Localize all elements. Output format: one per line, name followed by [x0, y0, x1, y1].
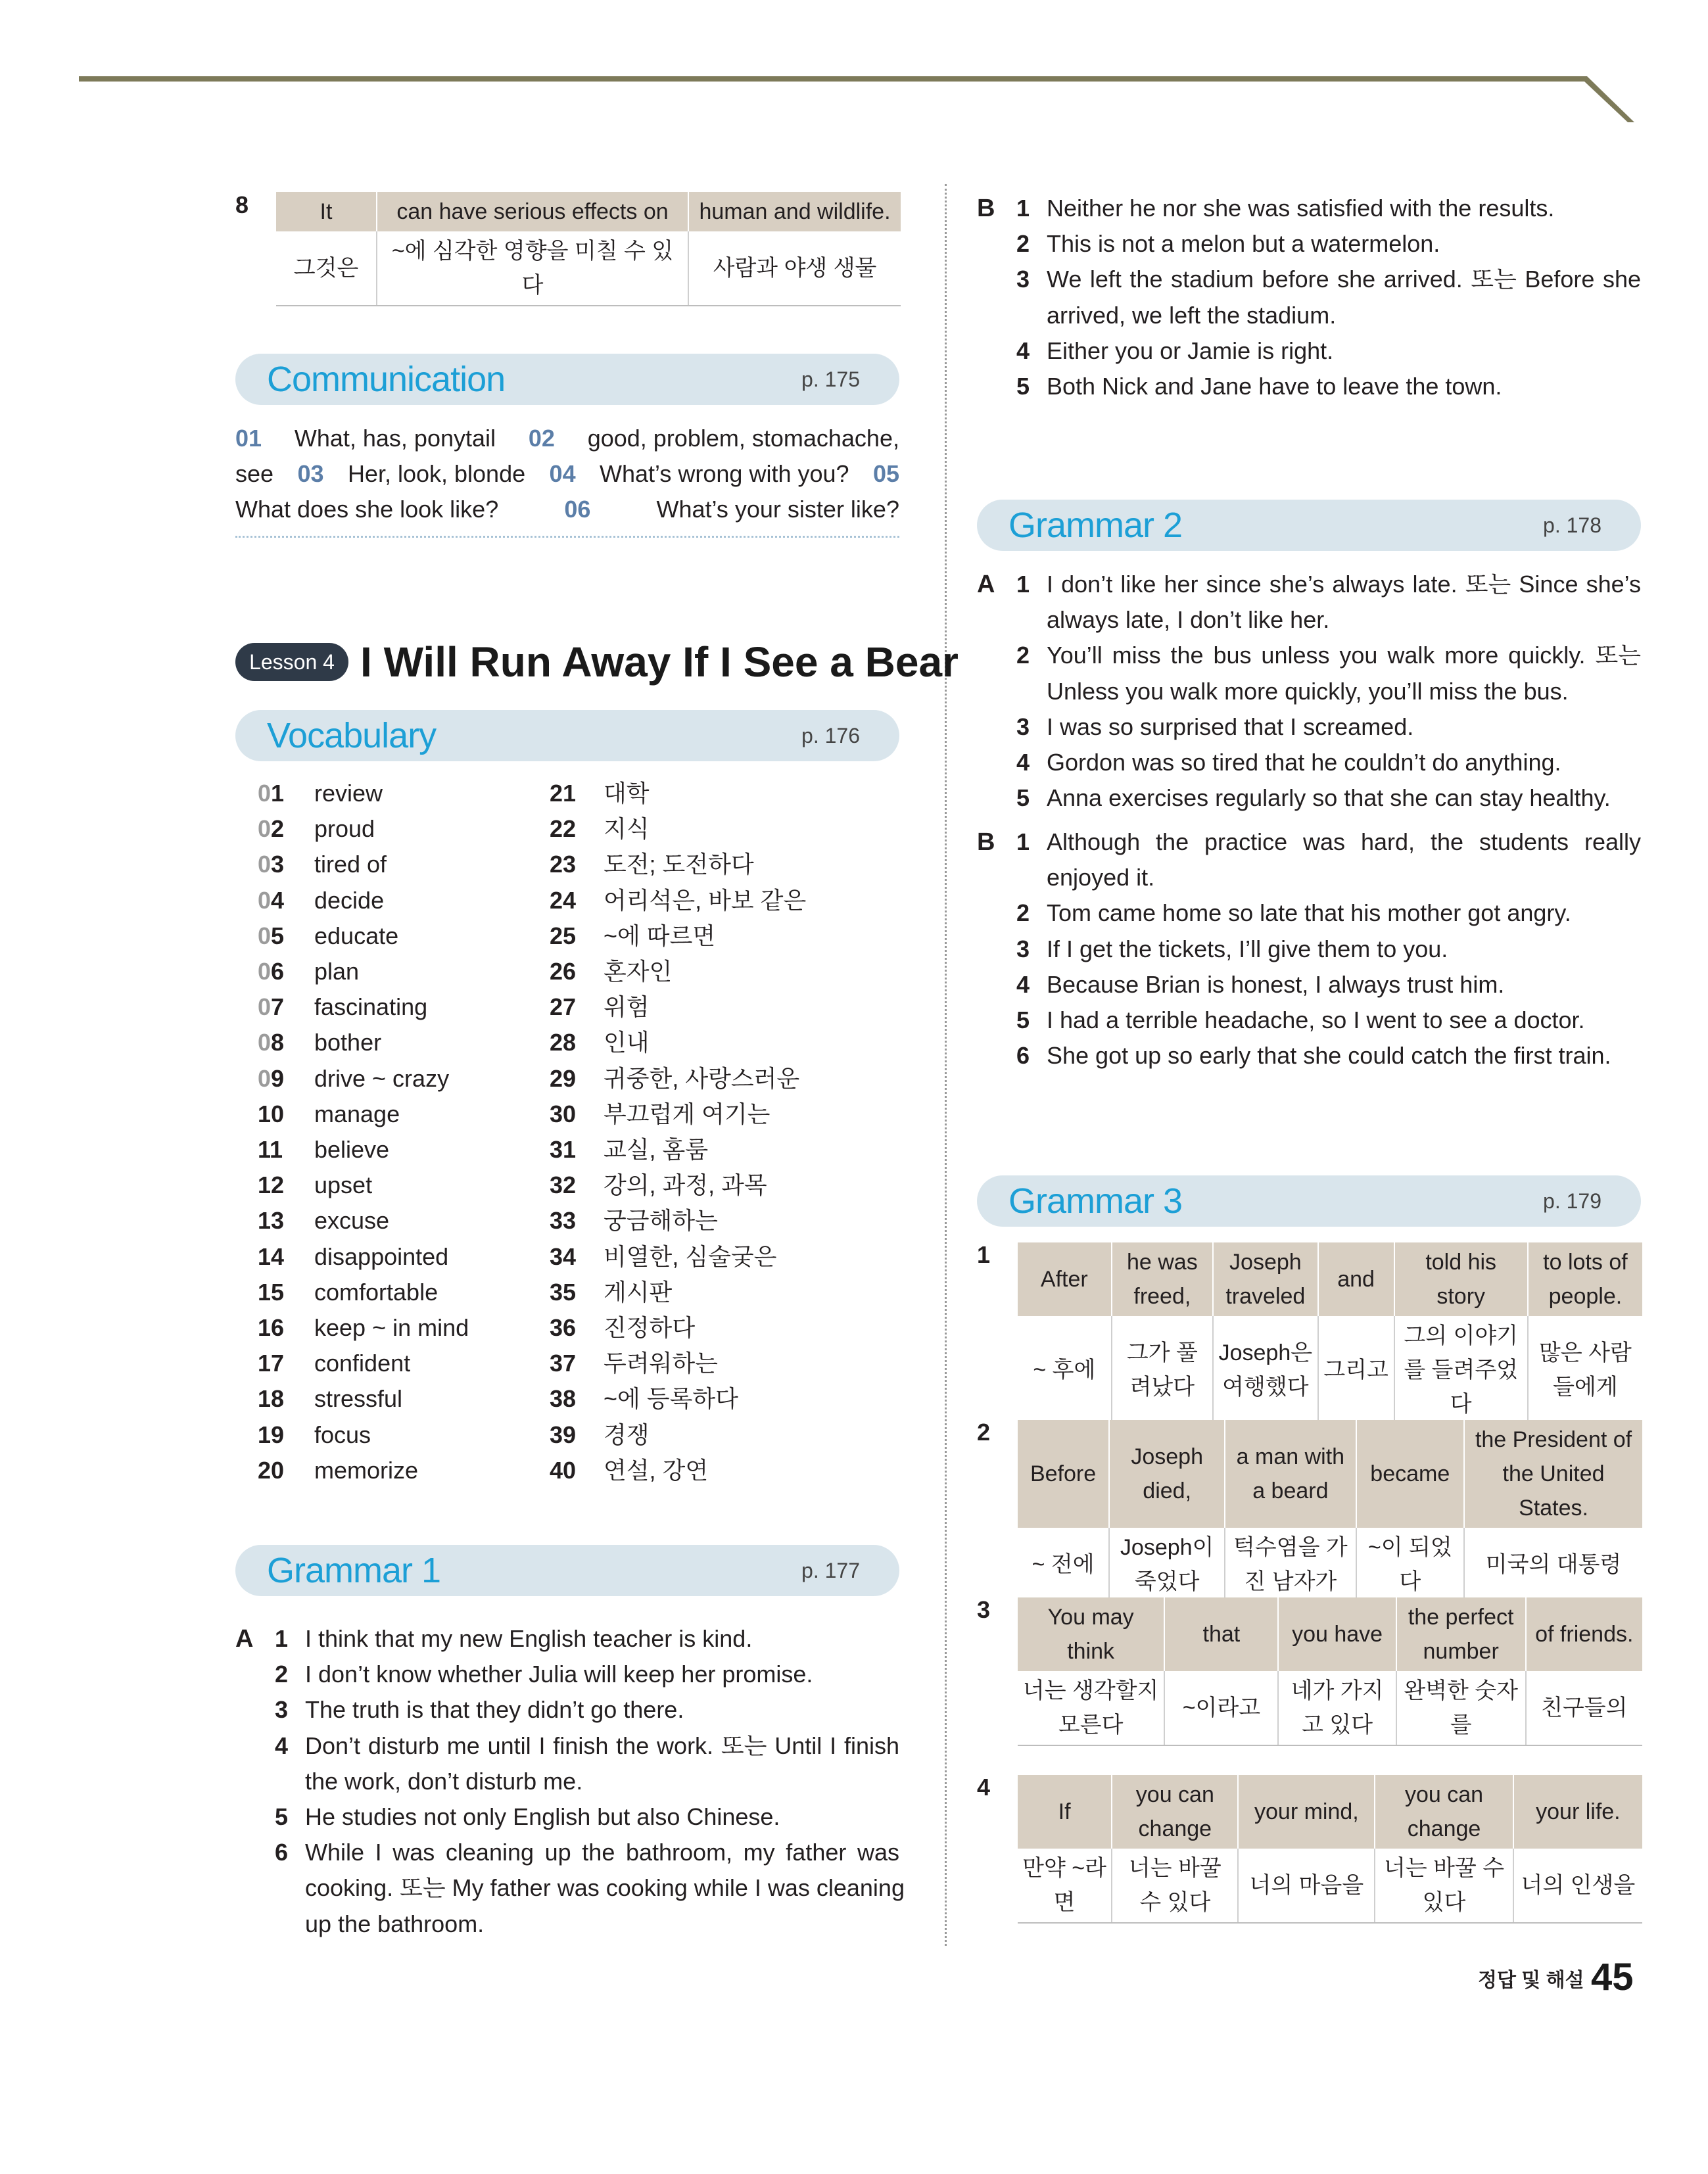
table-cell: ~이 되었다	[1356, 1528, 1465, 1602]
vocab-number: 28	[550, 1029, 577, 1056]
vocab-number-prefix: 0	[258, 815, 272, 843]
vocab-number-prefix: 0	[258, 851, 272, 878]
vocab-number-prefix: 0	[258, 993, 272, 1021]
item-number: 6	[275, 1839, 289, 1866]
table-cell: your mind,	[1238, 1775, 1375, 1849]
answer-line: Although the practice was hard, the students really	[1047, 828, 1641, 855]
vocab-number-prefix: 0	[258, 922, 272, 949]
answer-number: 01	[235, 425, 262, 452]
table-cell: your life.	[1513, 1775, 1642, 1849]
vocab-number-digit: 1	[271, 780, 285, 807]
vocab-word: memorize	[314, 1456, 419, 1484]
vocab-meaning: 어리석은, 바보 같은	[604, 886, 807, 914]
table-cell: Joseph이 죽었다	[1109, 1528, 1225, 1602]
table-cell: 만약 ~라면	[1018, 1849, 1112, 1923]
answer-line: Gordon was so tired that he couldn’t do anything.	[1047, 749, 1561, 776]
vocab-number-digit: 4	[271, 886, 285, 914]
answer-number: 02	[528, 425, 555, 452]
grammar3-table	[1018, 1242, 1642, 1425]
english-row	[1018, 1242, 1642, 1316]
part-letter: A	[977, 571, 995, 598]
table-cell: It	[276, 192, 377, 231]
vocab-number-digit: 8	[271, 1029, 285, 1056]
item-number: 5	[1016, 1006, 1030, 1033]
table-cell: 너는 바꿀 수 있다	[1375, 1849, 1513, 1923]
table-cell: ~ 후에	[1018, 1316, 1112, 1425]
korean-row	[276, 231, 901, 306]
vocab-meaning: 게시판	[604, 1278, 673, 1306]
table-cell: 사람과 야생 생물	[688, 231, 901, 306]
page-number: 45	[1591, 1956, 1634, 1998]
vocab-number	[258, 883, 284, 918]
answer-line: While I was cleaning up the bathroom, my father was	[305, 1839, 899, 1866]
table-cell: a man with a beard	[1225, 1420, 1356, 1528]
vocab-number: 15	[258, 1278, 285, 1306]
vocab-number	[258, 776, 284, 811]
answer-line: Anna exercises regularly so that she can stay healthy.	[1047, 784, 1611, 812]
answer-line: This is not a melon but a watermelon.	[1047, 230, 1440, 258]
answer-text: good, problem, stomachache,	[587, 425, 899, 452]
english-row	[1018, 1420, 1642, 1528]
vocab-number: 25	[550, 922, 577, 949]
vocab-word: focus	[314, 1421, 371, 1448]
item-number: 4	[977, 1774, 991, 1801]
answer-line: I don’t like her since she’s always late. 또는 Since she’s	[1047, 571, 1641, 598]
english-row	[1018, 1597, 1642, 1671]
vocab-number: 16	[258, 1314, 285, 1341]
table-cell: to lots of people.	[1528, 1242, 1642, 1316]
vocab-word: decide	[314, 886, 385, 914]
table-cell: you have	[1278, 1597, 1396, 1671]
grammar3-table	[1018, 1597, 1642, 1746]
section-title: Grammar 2	[1008, 506, 1183, 545]
vocab-number: 36	[550, 1314, 577, 1341]
page-reference: p. 176	[801, 724, 860, 747]
vocab-meaning: 두려워하는	[604, 1350, 718, 1377]
vocab-number	[258, 1061, 284, 1097]
table-cell: human and wildlife.	[688, 192, 901, 231]
answer-text: What, has, ponytail	[294, 425, 496, 452]
answer-number: 06	[564, 496, 591, 523]
vocab-number	[258, 989, 284, 1025]
table-cell: of friends.	[1526, 1597, 1642, 1671]
korean-row	[1018, 1849, 1642, 1923]
vocab-word: keep ~ in mind	[314, 1314, 469, 1341]
answer-line: If I get the tickets, I’ll give them to you.	[1047, 935, 1448, 962]
vocab-number: 21	[550, 780, 577, 807]
answer-line: The truth is that they didn’t go there.	[305, 1696, 684, 1724]
table-cell: 그리고	[1318, 1316, 1394, 1425]
vocabulary-header	[235, 710, 899, 761]
vocab-number-digit: 9	[271, 1064, 285, 1092]
table-cell: 턱수염을 가진 남자가	[1225, 1528, 1356, 1602]
vocab-meaning: 비열한, 심술궂은	[604, 1242, 777, 1270]
vocab-meaning: 강의, 과정, 과목	[604, 1171, 767, 1199]
answer-text: What’s wrong with you?	[600, 460, 849, 487]
answer-line: Either you or Jamie is right.	[1047, 337, 1334, 364]
section-title: Communication	[267, 360, 506, 399]
item-number: 1	[977, 1241, 991, 1268]
vocab-meaning: 부끄럽게 여기는	[604, 1100, 771, 1127]
answer-line: I had a terrible headache, so I went to see a doctor.	[1047, 1006, 1585, 1033]
answer-line: Tom came home so late that his mother got angry.	[1047, 899, 1571, 927]
vocab-number: 37	[550, 1350, 577, 1377]
answer-line: cooking. 또는 My father was cooking while I was cleaning	[305, 1874, 905, 1902]
lesson-badge: Lesson 4	[235, 643, 348, 681]
item-number: 2	[275, 1661, 289, 1688]
vocab-meaning: 대학	[604, 780, 650, 807]
item-number: 2	[1016, 230, 1030, 258]
part-letter: B	[977, 828, 995, 856]
item-number: 4	[1016, 749, 1030, 776]
item-number: 5	[1016, 784, 1030, 812]
answer-line: up the bathroom.	[305, 1910, 485, 1937]
answer-line: always late, I don’t like her.	[1047, 606, 1330, 634]
item-number: 2	[977, 1419, 991, 1446]
table-cell: 너의 인생을	[1513, 1849, 1642, 1923]
vocab-word: review	[314, 780, 383, 807]
vocab-word: bother	[314, 1029, 382, 1056]
table-cell: Joseph died,	[1109, 1420, 1225, 1528]
vocab-number-digit: 6	[271, 958, 285, 985]
answer-number: 04	[549, 460, 576, 487]
table-cell: ~ 전에	[1018, 1528, 1109, 1602]
vocab-number: 29	[550, 1064, 577, 1092]
item-number: 6	[1016, 1042, 1030, 1070]
part-letter: A	[235, 1625, 254, 1653]
vocab-number: 35	[550, 1278, 577, 1306]
answer-line: arrived, we left the stadium.	[1047, 301, 1337, 329]
vocab-number: 10	[258, 1100, 285, 1127]
korean-row	[1018, 1671, 1642, 1745]
item-number: 5	[1016, 373, 1030, 400]
vocab-word: fascinating	[314, 993, 428, 1021]
item-number: 3	[1016, 713, 1030, 740]
table-cell: 그가 풀려났다	[1112, 1316, 1213, 1425]
grammar3-table	[1018, 1420, 1642, 1603]
section-title: Grammar 3	[1008, 1181, 1183, 1221]
answer-text: see	[235, 460, 274, 487]
vocab-number-prefix: 0	[258, 780, 272, 807]
table-cell: he was freed,	[1112, 1242, 1213, 1316]
dotted-divider	[235, 536, 899, 538]
vocab-meaning: 혼자인	[604, 958, 673, 985]
vocab-number: 24	[550, 886, 577, 914]
page-reference: p. 178	[1543, 513, 1601, 537]
table-cell: 네가 가지고 있다	[1278, 1671, 1396, 1745]
column-divider	[945, 184, 947, 1946]
grammar1-header	[235, 1545, 899, 1596]
section-title: Vocabulary	[267, 716, 437, 755]
vocab-number-prefix: 0	[258, 1029, 272, 1056]
vocab-meaning: 연설, 강연	[604, 1456, 709, 1484]
vocab-meaning: ~에 등록하다	[604, 1385, 738, 1413]
vocab-number-digit: 5	[271, 922, 285, 949]
item-number: 3	[275, 1696, 289, 1724]
table-cell: ~에 심각한 영향을 미칠 수 있다	[377, 231, 688, 306]
table-cell: ~이라고	[1164, 1671, 1278, 1745]
table-cell: 너의 마음을	[1238, 1849, 1375, 1923]
vocab-word: tired of	[314, 851, 387, 878]
vocab-number: 33	[550, 1207, 577, 1235]
vocab-number	[258, 954, 284, 989]
item-number: 3	[1016, 266, 1030, 293]
table-cell: 많은 사람들에게	[1528, 1316, 1642, 1425]
table-cell: that	[1164, 1597, 1278, 1671]
communication-line	[235, 492, 899, 527]
answer-line: We left the stadium before she arrived. 또는 Before she	[1047, 266, 1641, 293]
vocab-number: 31	[550, 1136, 577, 1163]
answer-number: 05	[872, 460, 899, 487]
korean-row	[1018, 1528, 1642, 1602]
answer-line: She got up so early that she could catch the first train.	[1047, 1042, 1611, 1070]
vocab-number	[258, 918, 284, 954]
table-cell: became	[1356, 1420, 1465, 1528]
grammar2-header	[977, 500, 1641, 551]
item-number: 2	[1016, 899, 1030, 927]
communication-line	[235, 456, 899, 492]
table-cell: the perfect number	[1396, 1597, 1526, 1671]
answer-text: What does she look like?	[235, 496, 499, 523]
vocab-meaning: 경쟁	[604, 1421, 650, 1448]
answer-line: I think that my new English teacher is kind.	[305, 1625, 753, 1652]
vocab-number: 22	[550, 815, 577, 843]
item-number: 1	[1016, 195, 1030, 222]
vocab-number: 19	[258, 1421, 285, 1448]
vocab-meaning: 궁금해하는	[604, 1207, 718, 1235]
answer-text: Her, look, blonde	[347, 460, 526, 487]
table-cell: 너는 생각할지 모른다	[1018, 1671, 1164, 1745]
vocab-number: 30	[550, 1100, 577, 1127]
vocab-number: 38	[550, 1385, 577, 1413]
vocab-word: believe	[314, 1136, 390, 1163]
table-cell: 완벽한 숫자를	[1396, 1671, 1526, 1745]
item-number: 5	[275, 1803, 289, 1830]
vocab-number-prefix: 0	[258, 886, 272, 914]
vocab-number-prefix: 0	[258, 1064, 272, 1092]
item-number: 4	[1016, 970, 1030, 998]
vocab-number: 17	[258, 1350, 285, 1377]
vocab-number: 34	[550, 1242, 577, 1270]
vocab-number: 23	[550, 851, 577, 878]
table-cell: Joseph은 여행했다	[1213, 1316, 1318, 1425]
answer-line: the work, don’t disturb me.	[305, 1767, 583, 1795]
communication-header	[235, 354, 899, 405]
vocab-number-digit: 3	[271, 851, 285, 878]
item-number: 1	[1016, 571, 1030, 598]
item-number: 4	[275, 1732, 289, 1759]
vocab-word: excuse	[314, 1207, 390, 1235]
vocab-number	[258, 1025, 284, 1060]
table-cell: 너는 바꿀 수 있다	[1112, 1849, 1238, 1923]
table-cell: told his story	[1394, 1242, 1528, 1316]
vocab-meaning: 귀중한, 사랑스러운	[604, 1064, 800, 1092]
vocab-word: upset	[314, 1171, 373, 1199]
vocab-number	[258, 847, 284, 882]
vocab-number: 12	[258, 1171, 285, 1199]
item-number: 1	[1016, 828, 1030, 855]
vocab-number	[258, 811, 284, 847]
vocab-word: confident	[314, 1350, 411, 1377]
answer-line: Because Brian is honest, I always trust him.	[1047, 970, 1505, 998]
footer-label: 정답 및 해설	[1478, 1970, 1584, 1991]
vocab-meaning: ~에 따르면	[604, 922, 716, 949]
vocab-word: manage	[314, 1100, 400, 1127]
vocab-number: 26	[550, 958, 577, 985]
vocab-number-digit: 2	[271, 815, 285, 843]
vocab-number: 20	[258, 1456, 285, 1484]
vocab-number-prefix: 0	[258, 958, 272, 985]
vocab-number: 32	[550, 1171, 577, 1199]
page-reference: p. 175	[801, 367, 860, 391]
section-title: Grammar 1	[267, 1551, 441, 1590]
vocab-word: comfortable	[314, 1278, 439, 1306]
answer-text: What’s your sister like?	[656, 496, 899, 523]
table-cell: 미국의 대통령	[1464, 1528, 1642, 1602]
answer-line: Neither he nor she was satisfied with the results.	[1047, 195, 1555, 222]
english-row	[1018, 1775, 1642, 1849]
english-row	[276, 192, 901, 231]
communication-line	[235, 421, 899, 456]
table-cell: If	[1018, 1775, 1112, 1849]
table-cell: the President of the United States.	[1464, 1420, 1642, 1528]
vocab-number: 18	[258, 1385, 285, 1413]
grammar3-header	[977, 1175, 1641, 1227]
vocab-word: plan	[314, 958, 360, 985]
item-number: 4	[1016, 337, 1030, 364]
vocab-number: 11	[258, 1136, 283, 1163]
vocab-word: disappointed	[314, 1242, 449, 1270]
part-letter: B	[977, 195, 995, 222]
table-cell: 그것은	[276, 231, 377, 306]
answer-line: Don’t disturb me until I finish the work. 또는 Until I finish	[305, 1732, 899, 1759]
vocab-number: 13	[258, 1207, 285, 1235]
vocab-word: educate	[314, 922, 399, 949]
korean-row	[1018, 1316, 1642, 1425]
answer-line: I don’t know whether Julia will keep her promise.	[305, 1661, 813, 1688]
vocab-meaning: 지식	[604, 815, 650, 843]
page-reference: p. 179	[1543, 1189, 1601, 1213]
item-number: 2	[1016, 642, 1030, 669]
table-cell: After	[1018, 1242, 1112, 1316]
item-8-table	[276, 192, 901, 306]
answer-line: Both Nick and Jane have to leave the town.	[1047, 373, 1502, 400]
vocab-meaning: 교실, 홈룸	[604, 1136, 709, 1163]
table-cell: 그의 이야기를 들려주었다	[1394, 1316, 1528, 1425]
table-cell: You may think	[1018, 1597, 1164, 1671]
answer-number: 03	[297, 460, 324, 487]
answer-line: enjoyed it.	[1047, 864, 1155, 891]
header-rule	[0, 0, 1708, 131]
vocab-number: 40	[550, 1456, 577, 1484]
vocab-word: proud	[314, 815, 375, 843]
table-cell: 친구들의	[1526, 1671, 1642, 1745]
answer-line: You’ll miss the bus unless you walk more quickly. 또는	[1047, 642, 1641, 669]
vocab-number: 39	[550, 1421, 577, 1448]
vocab-number: 27	[550, 993, 577, 1021]
grammar3-table	[1018, 1775, 1642, 1924]
lesson-title: I Will Run Away If I See a Bear	[360, 638, 959, 686]
vocab-meaning: 인내	[604, 1029, 650, 1056]
vocab-number: 14	[258, 1242, 285, 1270]
answer-line: He studies not only English but also Chinese.	[305, 1803, 780, 1830]
vocab-meaning: 도전; 도전하다	[604, 851, 754, 878]
vocab-meaning: 진정하다	[604, 1314, 696, 1341]
table-cell: Before	[1018, 1420, 1109, 1528]
answer-line: I was so surprised that I screamed.	[1047, 713, 1414, 740]
vocab-number-digit: 7	[271, 993, 285, 1021]
vocab-word: drive ~ crazy	[314, 1064, 450, 1092]
vocab-meaning: 위험	[604, 993, 650, 1021]
vocab-word: stressful	[314, 1385, 403, 1413]
table-cell: Joseph traveled	[1213, 1242, 1318, 1316]
item-number: 3	[1016, 935, 1030, 962]
item-8-number: 8	[235, 191, 249, 218]
table-cell: you can change	[1375, 1775, 1513, 1849]
table-cell: and	[1318, 1242, 1394, 1316]
item-number: 1	[275, 1625, 289, 1652]
item-number: 3	[977, 1596, 991, 1623]
answer-line: Unless you walk more quickly, you’ll miss the bus.	[1047, 677, 1569, 705]
table-cell: you can change	[1112, 1775, 1238, 1849]
table-cell: can have serious effects on	[377, 192, 688, 231]
page-reference: p. 177	[801, 1559, 860, 1582]
